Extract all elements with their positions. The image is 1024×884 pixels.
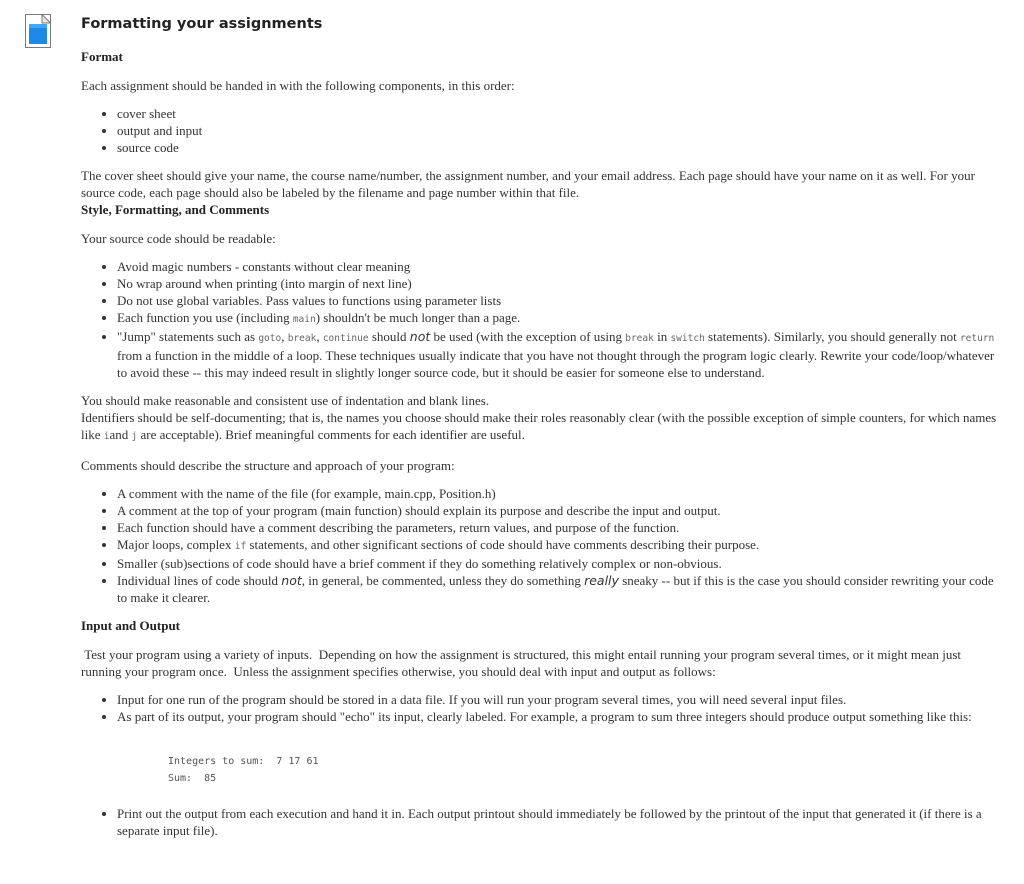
text-span: from a function in the middle of a loop. These techniques usually indicate that you have not thought through the program logic clearly. Rewrite your code/loop/whatever to avoid these -- this may indeed result in slightly longer source code, but it should be easier for someone else to understand.	[117, 348, 995, 380]
components-list	[81, 105, 1001, 156]
code-i: i	[103, 431, 110, 442]
list-item: • No wrap around when printing (into margin of next line)	[117, 275, 1001, 292]
text-span: , in general, be commented, unless they do something	[301, 573, 585, 588]
style-intro: Your source code should be readable:	[81, 231, 276, 246]
page-title: Formatting your assignments	[81, 16, 323, 32]
text-span: "Jump" statements such as	[117, 329, 259, 344]
code-main: main	[292, 314, 316, 325]
list-item: • Print out the output from each execution and hand it in. Each output printout should immediately be followed by the printout of the input that generated it (if there is a separate input file).	[117, 805, 1001, 839]
sample-output-line: Integers to sum: 7 17 61	[168, 756, 319, 767]
list-item	[117, 328, 1001, 381]
list-item	[117, 536, 1001, 555]
cover-sheet-paragraph: The cover sheet should give your name, the course name/number, the assignment number, and your email address. Each page should have your name on it as well. For your source code, each page should also be labeled by the filename and page number within that file.	[81, 168, 975, 200]
list-item: • Do not use global variables. Pass values to functions using parameter lists	[117, 292, 1001, 309]
list-item	[117, 572, 1001, 606]
text-span: sneaky -- but if this is the case you should consider rewriting your code to make it clearer.	[117, 573, 994, 605]
text-span: are acceptable). Brief meaningful comments for each identifier are useful.	[137, 427, 525, 442]
text-span: Each function you use (including	[117, 310, 293, 325]
text-span: ,	[316, 329, 323, 344]
text-span: Identifiers should be self-documenting; that is, the names you choose should make their roles reasonably clear (with the possible exception of simple counters, for which names like	[81, 410, 997, 442]
list-item: • Avoid magic numbers - constants without clear meaning	[117, 258, 1001, 275]
text-span: ) shouldn't be much longer than a page.	[315, 310, 521, 325]
sample-output	[81, 753, 1001, 787]
io-heading: Input and Output	[81, 618, 180, 633]
readability-list	[81, 258, 1001, 381]
code-continue: continue	[322, 333, 369, 344]
document-body	[81, 46, 1001, 839]
list-item: • output and input	[117, 122, 1001, 139]
text-span: ,	[281, 329, 288, 344]
list-item	[117, 309, 1001, 328]
emphasis-not: not	[281, 573, 302, 588]
code-return: return	[959, 333, 995, 344]
format-intro: Each assignment should be handed in with the following components, in this order:	[81, 78, 515, 93]
indentation-line: You should make reasonable and consistent use of indentation and blank lines.	[81, 393, 490, 408]
list-item: • cover sheet	[117, 105, 1001, 122]
code-switch: switch	[670, 333, 705, 344]
text-span: in	[653, 329, 671, 344]
text-span: statements). Similarly, you should generally not	[704, 329, 960, 344]
identifiers-paragraph	[81, 409, 1001, 445]
text-span: Major loops, complex	[117, 537, 235, 552]
io-list-continued	[81, 805, 1001, 839]
text-span: and	[109, 427, 132, 442]
text-span: statements, and other significant sections of code should have comments describing their purpose.	[246, 537, 760, 552]
text-span: should	[368, 329, 410, 344]
code-break: break	[287, 333, 317, 344]
emphasis-not: not	[409, 329, 431, 344]
code-j: j	[131, 431, 138, 442]
list-item: • source code	[117, 139, 1001, 156]
list-item: • Each function should have a comment describing the parameters, return values, and purpose of the function.	[117, 519, 1001, 536]
io-list	[81, 691, 1001, 725]
comments-list	[81, 485, 1001, 606]
list-item: • Smaller (sub)sections of code should have a brief comment if they do something relatively complex or non-obvious.	[117, 555, 1001, 572]
style-heading: Style, Formatting, and Comments	[81, 202, 270, 217]
sample-output-line: Sum: 85	[168, 773, 217, 784]
comments-intro: Comments should describe the structure and approach of your program:	[81, 458, 455, 473]
io-paragraph: Test your program using a variety of inputs. Depending on how the assignment is structured, this might entail running your program several times, or it might mean just running your program once. Unless the assignment specifies otherwise, you should deal with input and output as follows:	[81, 647, 965, 679]
code-goto: goto	[258, 333, 282, 344]
emphasis-really: really	[584, 573, 619, 588]
format-heading: Format	[81, 49, 123, 64]
code-break: break	[625, 333, 654, 344]
text-span: Individual lines of code should	[117, 573, 282, 588]
code-if: if	[234, 541, 247, 552]
list-item: • A comment at the top of your program (main function) should explain its purpose and describe the input and output.	[117, 502, 1001, 519]
list-item: • Input for one run of the program should be stored in a data file. If you will run your program several times, you will need several input files.	[117, 691, 1001, 708]
list-item: • A comment with the name of the file (for example, main.cpp, Position.h)	[117, 485, 1001, 502]
text-span: be used (with the exception of using	[430, 329, 626, 344]
list-item: • As part of its output, your program should "echo" its input, clearly labeled. For example, a program to sum three integers should produce output something like this:	[117, 708, 1001, 725]
document-icon	[25, 14, 51, 48]
